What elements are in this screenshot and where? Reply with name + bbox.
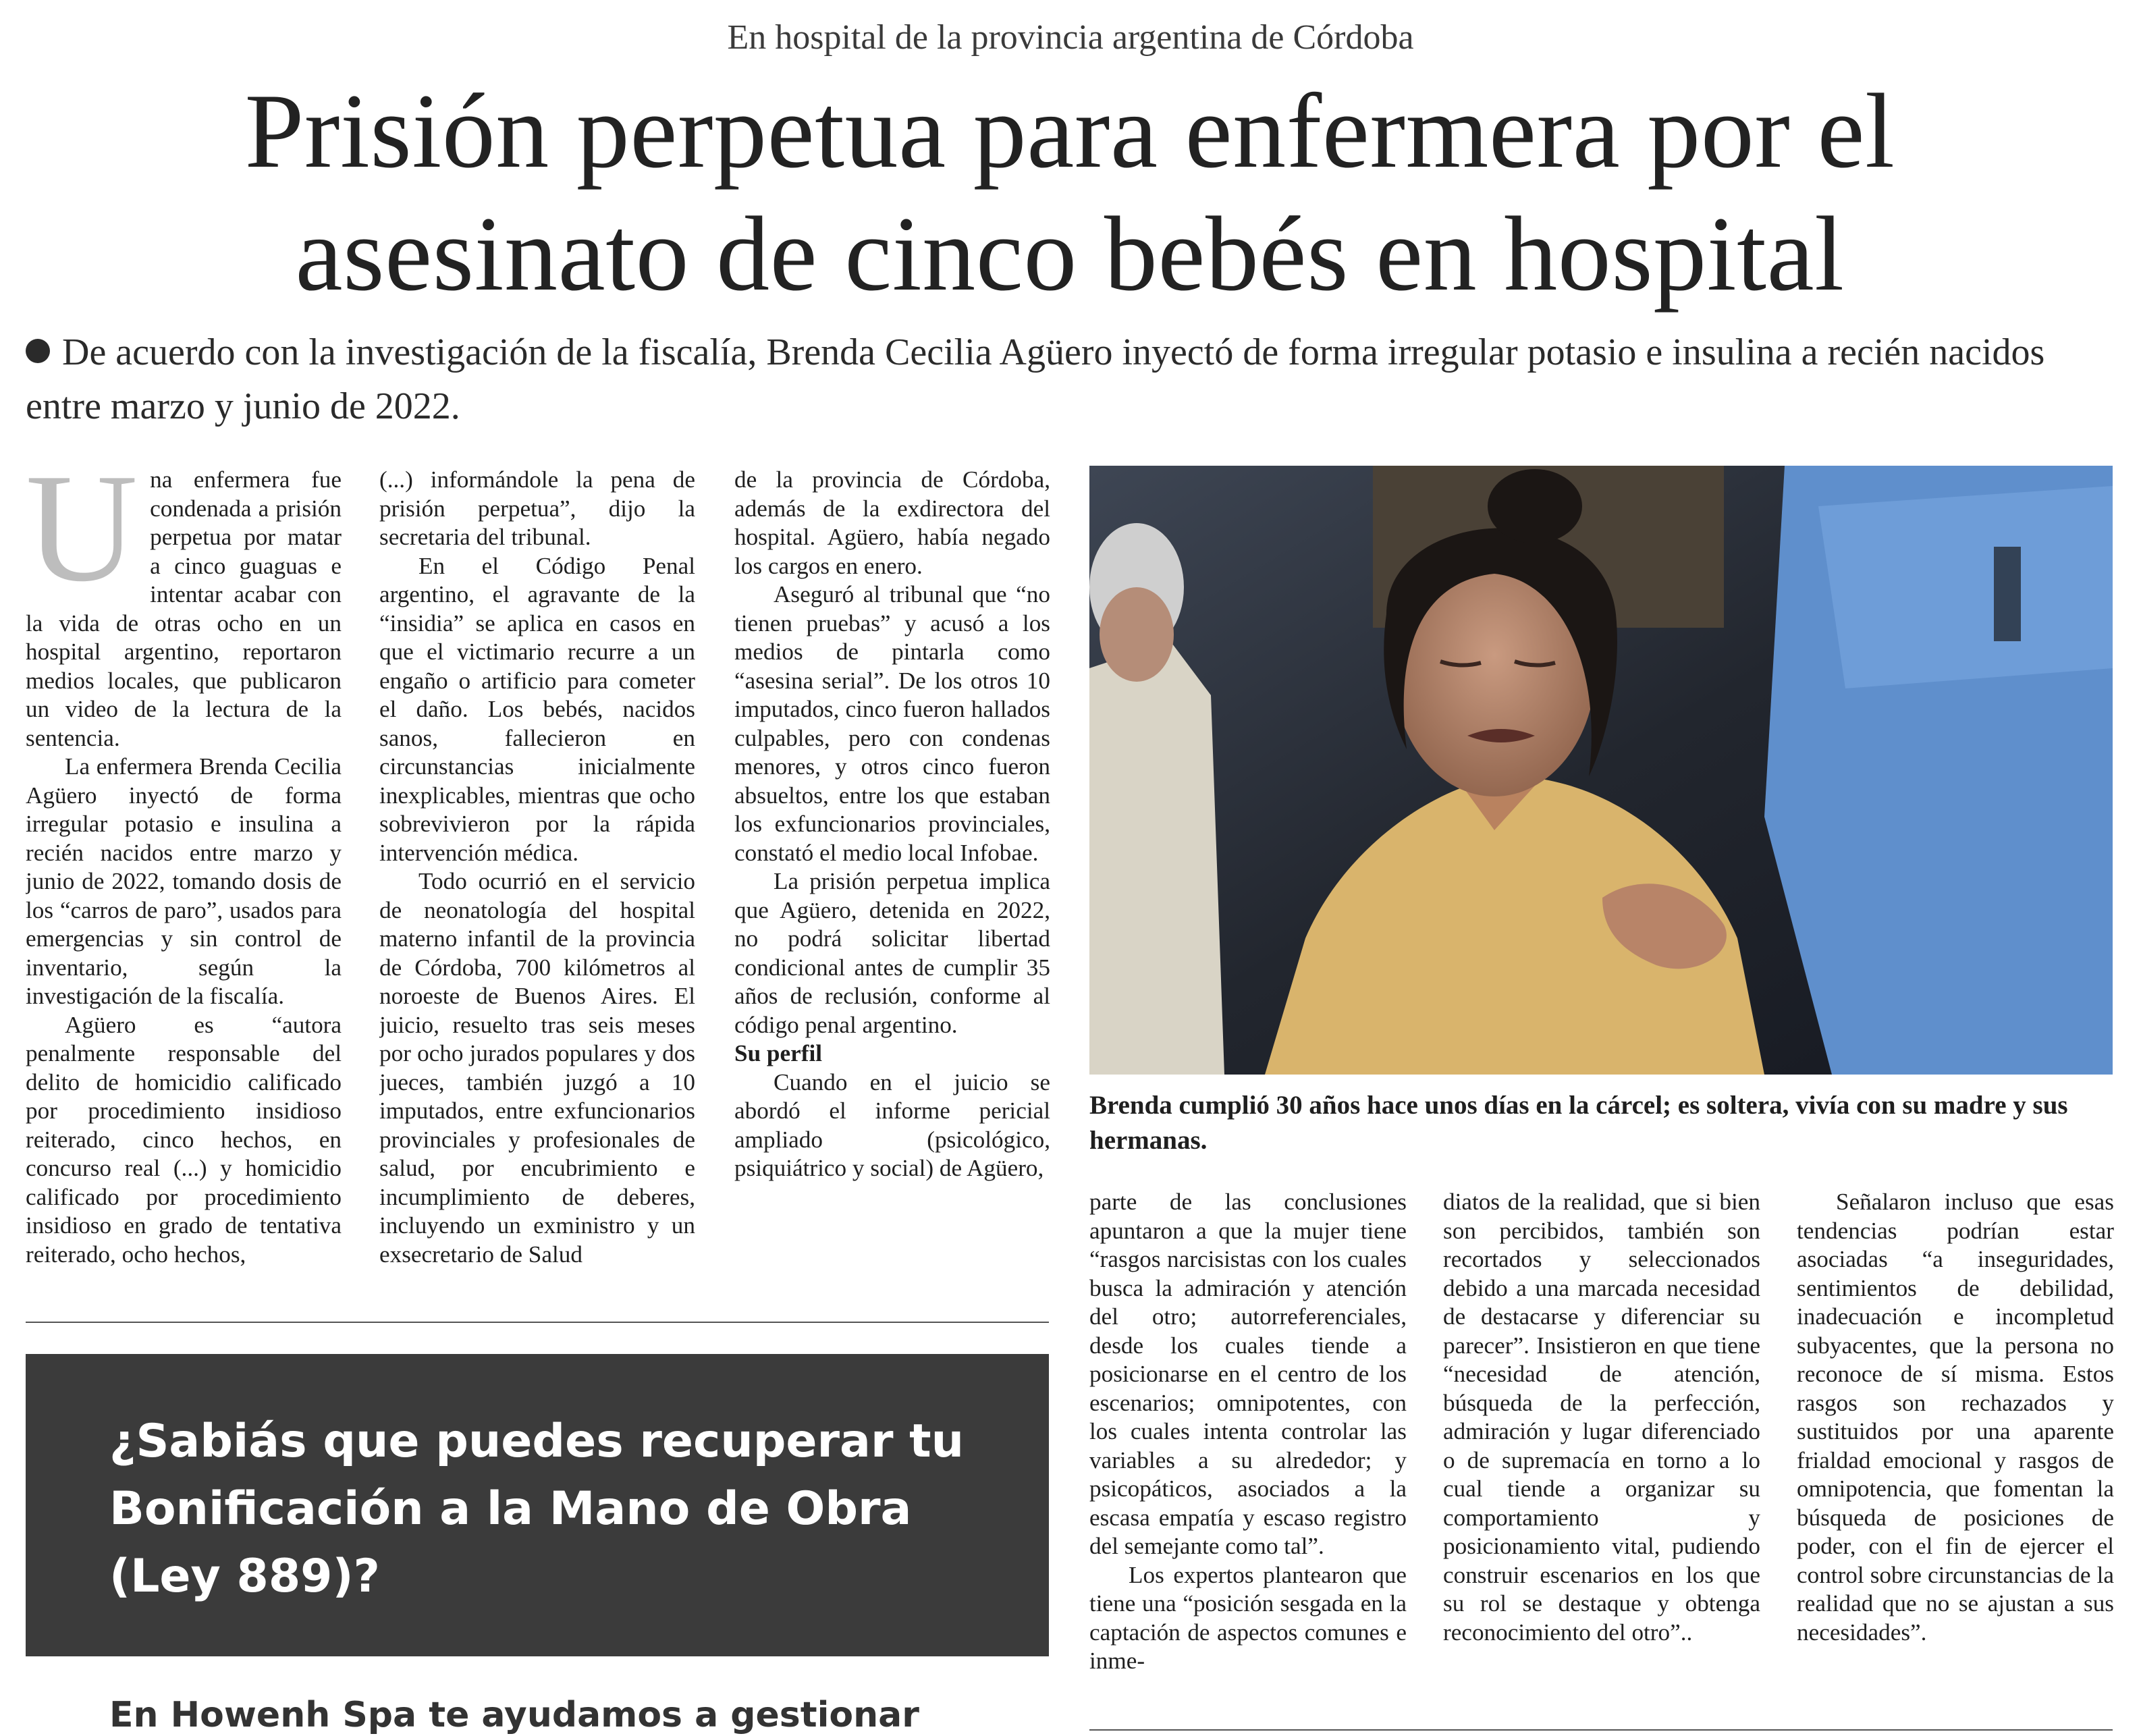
section-subhead: Su perfil: [734, 1040, 823, 1066]
paragraph: (...) informándole la pena de prisión perpetua”, dijo la secretaria del tribunal.: [379, 466, 695, 550]
ad-body: En Howenh Spa te ayudamos a gestionar: [109, 1695, 919, 1735]
article-column-5: [1443, 1188, 1760, 1721]
drop-cap: U: [26, 466, 138, 614]
paragraph: Aseguró al tribunal que “no tienen pruebas” y acusó a los medios de pintarla como “asesina serial”. De los otros 10 imputados, cinco fueron hallados culpables, pero con condenas menores, y otros cinco fueron absueltos, entre los que estaban los exfuncionarios provinciales, constató el medio local Infobae.: [734, 581, 1050, 866]
article-column-3: [734, 466, 1050, 1309]
paragraph: de la provincia de Córdoba, además de la exdirectora del hospital. Agüero, había negado los cargos en enero.: [734, 466, 1050, 579]
paragraph: Cuando en el juicio se abordó el informe pericial ampliado (psicológico, psiquiátrico y social) de Agüero,: [734, 1068, 1050, 1181]
article-column-2: [379, 466, 695, 1309]
article-photo: [1089, 466, 2113, 1075]
advertisement[interactable]: [26, 1354, 1049, 1736]
paragraph: La enfermera Brenda Cecilia Agüero inyectó de forma irregular potasio e insulina a recién nacidos entre marzo y junio de 2022, tomando dosis de los “carros de paro”, usados para emergencias y sin control de inventario, según la investigación de la fiscalía.: [26, 753, 342, 1009]
deck: [26, 325, 2105, 433]
paragraph: na enfermera fue condenada a prisión perpetua por matar a cinco guaguas e intentar acabar con la vida de otras ocho en un hospital argentino, reportaron medios locales, que publicaron un video de la lectura de la sentencia.: [26, 466, 342, 751]
paragraph: parte de las conclusiones apuntaron a que la mujer tiene “rasgos narcisistas con los cuales busca la admiración y atención del otro; autorreferenciales, desde los cuales tiende a posicionarse en el centro de los escenarios; omnipotentes, con los cuales intenta controlar las variables a su alrededor; y psicopáticos, asociados a la escasa empatía y escaso registro del semejante como tal”.: [1089, 1189, 1407, 1559]
headline: [40, 70, 2099, 316]
paragraph: Todo ocurrió en el servicio de neonatología del hospital materno infantil de la provincia de Córdoba, 700 kilómetros al noroeste de Buenos Aires. El juicio, resuelto tras seis meses por ocho jurados populares y dos jueces, también juzgó a 10 imputados, entre exfuncionarios provinciales y profesionales de salud, por encubrimiento e incumplimiento de deberes, incluyendo un exministro y un exsecretario de Salud: [379, 868, 695, 1268]
ad-title: ¿Sabiás que puedes recuperar tu Bonificación a la Mano de Obra (Ley 889)?: [109, 1415, 965, 1603]
headline-line-2: asesinato de cinco bebés en hospital: [295, 195, 1845, 313]
photo-caption: Brenda cumplió 30 años hace unos días en la cárcel; es soltera, vivía con su madre y sus hermanas.: [1089, 1091, 2068, 1155]
article-column-6: [1797, 1188, 2114, 1721]
deck-text: De acuerdo con la investigación de la fiscalía, Brenda Cecilia Agüero inyectó de forma irregular potasio e insulina a recién nacidos entre marzo y junio de 2022.: [26, 331, 2045, 427]
kicker: En hospital de la provincia argentina de Córdoba: [727, 18, 1414, 57]
photo-illustration: [1089, 466, 2113, 1075]
article-column-4: [1089, 1188, 1407, 1721]
paragraph: Los expertos plantearon que tiene una “posición sesgada en la captación de aspectos comunes e inme-: [1089, 1561, 1407, 1674]
bullet-icon: [26, 339, 50, 363]
divider: [26, 1322, 1049, 1323]
paragraph: diatos de la realidad, que si bien son percibidos, también son recortados y seleccionados debido a una marcada necesidad de destacarse y diferenciar su parecer”. Insistieron en que tiene “necesidad de atención, búsqueda de la perfección, admiración y lugar diferenciado o de supremacía en torno a lo cual tiende a organizar su comportamiento y posicionamiento vital, pudiendo construir escenarios en los que su rol se destaque y obtenga reconocimiento del otro”..: [1443, 1189, 1760, 1646]
paragraph: Señalaron incluso que esas tendencias podrían estar asociadas “a inseguridades, sentimientos de debilidad, inadecuación e incompletud subyacentes, que la persona no reconoce de sí misma. Estos rasgos son rechazados y sustituidos por una aparente frialdad emocional y rasgos de omnipotencia, que fomentan la búsqueda de posiciones de poder, con el fin de ejercer el control sobre circunstancias de la realidad que no se ajustan a sus necesidades”.: [1797, 1189, 2114, 1646]
article-column-1: [26, 466, 342, 1309]
headline-line-1: Prisión perpetua para enfermera por el: [244, 72, 1895, 190]
paragraph: La prisión perpetua implica que Agüero, detenida en 2022, no podrá solicitar libertad condicional antes de cumplir 35 años de reclusión, conforme al código penal argentino.: [734, 868, 1050, 1038]
paragraph: En el Código Penal argentino, el agravante de la “insidia” se aplica en casos en que el victimario recurre a un engaño o artificio para cometer el daño. Los bebés, nacidos sanos, fallecieron en circunstancias inicialmente inexplicables, mientras que ocho sobrevivieron por la rápida intervención médica.: [379, 552, 695, 866]
paragraph: Agüero es “autora penalmente responsable del delito de homicidio calificado por procedimiento insidioso reiterado, cinco hechos, en concurso real (...) y homicidio calificado por procedimiento insidioso en grado de tentativa reiterado, ocho hechos,: [26, 1011, 342, 1268]
divider: [1089, 1729, 2113, 1731]
